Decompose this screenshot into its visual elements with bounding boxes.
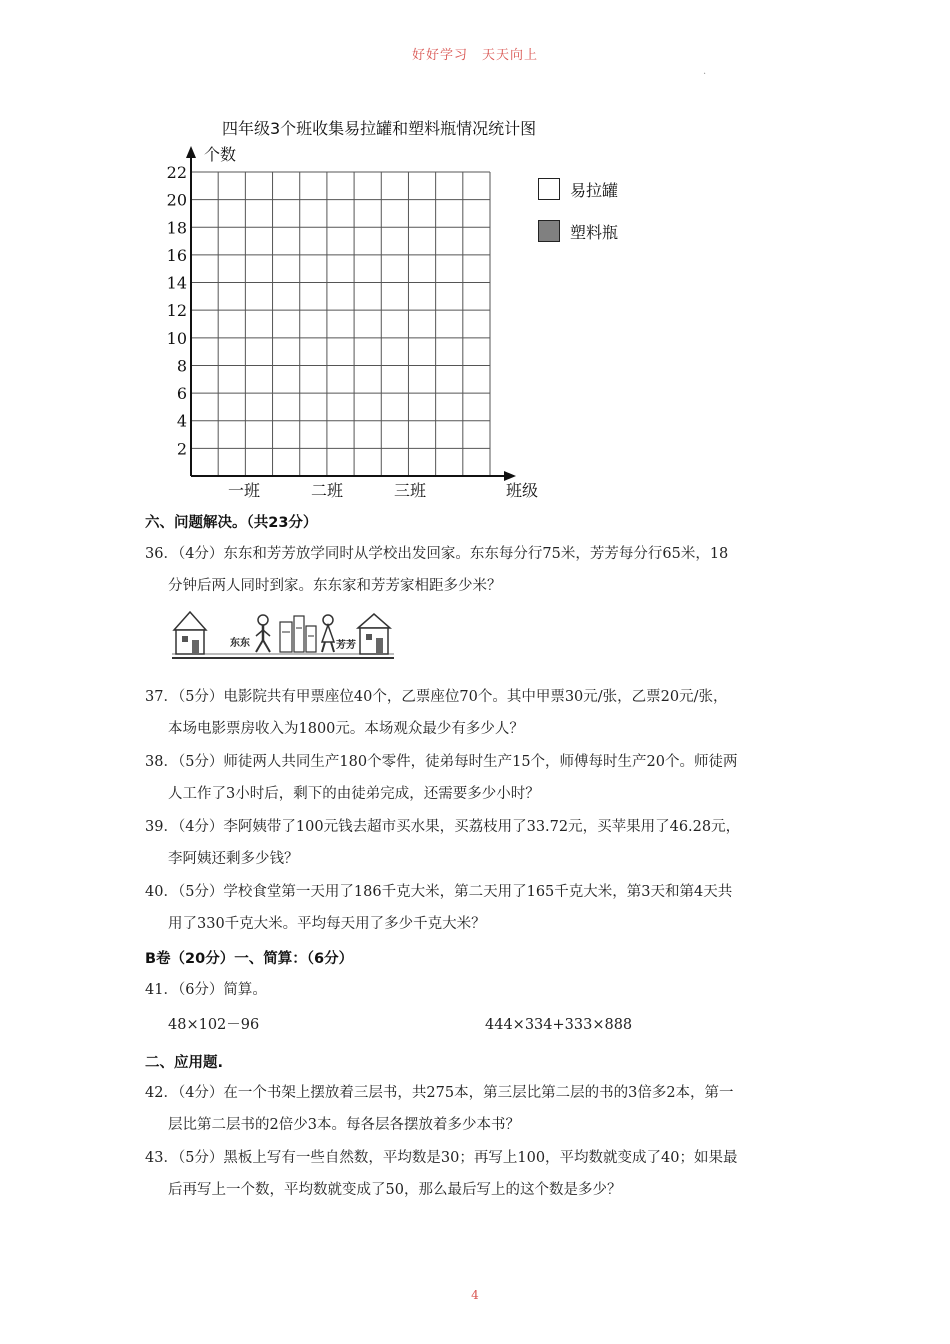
y-tick-label: 10	[166, 328, 187, 348]
q42-line1: 42．（4分）在一个书架上摆放着三层书，共275本，第三层比第二层的书的3倍多2本，第一	[145, 1085, 734, 1101]
page-number: 4	[471, 1288, 479, 1302]
y-tick-label: 8	[176, 356, 187, 376]
legend-label-cans: 易拉罐	[570, 181, 619, 200]
y-tick-label: 16	[166, 245, 187, 265]
boy-icon	[256, 615, 270, 652]
x-tick-label: 三班	[393, 481, 427, 500]
q36-line2: 分钟后两人同时到家。东东家和芳芳家相距多少米？	[168, 578, 502, 594]
q40-line1: 40．（5分）学校食堂第一天用了186千克大米，第二天用了165千克大米，第3天和第4天共	[145, 884, 733, 900]
y-tick-label: 6	[176, 384, 187, 404]
y-tick-label: 14	[166, 273, 187, 293]
x-axis-arrow-icon	[504, 471, 516, 481]
q43-line1: 43．（5分）黑板上写有一些自然数，平均数是30；再写上100，平均数就变成了40；如果最	[145, 1150, 738, 1166]
q43-line2: 后再写上一个数，平均数就变成了50，那么最后写上的这个数是多少？	[168, 1182, 622, 1198]
q40-line2: 用了330千克大米。平均每天用了多少千克大米？	[168, 916, 486, 932]
y-tick-label: 12	[166, 301, 187, 321]
legend-swatch-cans	[538, 178, 560, 200]
question-43	[145, 1142, 738, 1206]
header-dot: .	[703, 66, 707, 77]
x-axis-label: 班级	[506, 481, 539, 500]
x-tick-label: 二班	[310, 481, 344, 500]
question-36	[145, 538, 728, 602]
section-b-title: B卷（20分）一、简算：（6分）	[145, 951, 354, 967]
y-axis-label: 个数	[204, 145, 237, 164]
school-icon	[280, 616, 316, 652]
q36-illustration	[168, 608, 398, 664]
chart-title: 四年级3个班收集易拉罐和塑料瓶情况统计图	[222, 119, 537, 138]
chart-xtick-labels	[228, 481, 426, 500]
label-fangfang: 芳芳	[336, 640, 356, 651]
y-tick-label: 18	[166, 218, 187, 238]
q41-line1: 41．（6分）简算。	[145, 982, 267, 998]
girl-icon	[322, 615, 334, 652]
house-left-icon	[174, 612, 206, 654]
question-38	[145, 746, 738, 810]
question-39	[145, 811, 740, 875]
q41-expression-2: 444×334+333×888	[485, 1017, 633, 1033]
chart-ytick-labels	[167, 163, 187, 458]
question-41	[145, 974, 267, 1006]
q38-line2: 人工作了3小时后，剩下的由徒弟完成，还需要多少小时？	[168, 786, 540, 802]
house-right-icon	[358, 614, 390, 654]
question-42	[145, 1077, 734, 1141]
legend-label-bottles: 塑料瓶	[570, 223, 619, 242]
q37-line2: 本场电影票房收入为1800元。本场观众最少有多少人？	[168, 721, 524, 737]
bar-chart	[160, 140, 560, 505]
y-tick-label: 22	[166, 163, 187, 182]
y-tick-label: 20	[166, 190, 187, 210]
legend-swatch-bottles	[538, 220, 560, 242]
question-40	[145, 876, 732, 940]
q36-line1: 36．（4分）东东和芳芳放学同时从学校出发回家。东东每分行75米，芳芳每分行65米，18	[145, 546, 729, 562]
page-header: 好好学习 天天向上	[411, 48, 538, 63]
q42-line2: 层比第二层书的2倍少3本。每各层各摆放着多少本书？	[168, 1117, 520, 1133]
q37-line1: 37．（5分）电影院共有甲票座位40个，乙票座位70个。其中甲票30元/张，乙票20元/张，	[145, 689, 728, 705]
y-tick-label: 2	[176, 439, 187, 459]
label-dongdong: 东东	[230, 638, 250, 649]
q38-line1: 38．（5分）师徒两人共同生产180个零件，徒弟每时生产15个，师傅每时生产20个。师徒两	[145, 754, 738, 770]
section-2-title: 二、应用题.	[145, 1055, 224, 1071]
y-axis-arrow-icon	[186, 146, 196, 158]
q39-line2: 李阿姨还剩多少钱？	[168, 851, 299, 867]
q39-line1: 39．（4分）李阿姨带了100元钱去超市买水果，买荔枝用了33.72元，买苹果用了46.28元，	[145, 819, 741, 835]
question-37	[145, 681, 728, 745]
q41-expression-1: 48×102－96	[168, 1017, 260, 1033]
chart-grid	[191, 172, 490, 476]
y-tick-label: 4	[176, 411, 187, 431]
chart-axes	[186, 146, 516, 481]
section-6-title: 六、问题解决。（共23分）	[145, 515, 318, 531]
x-tick-label: 一班	[227, 481, 261, 500]
